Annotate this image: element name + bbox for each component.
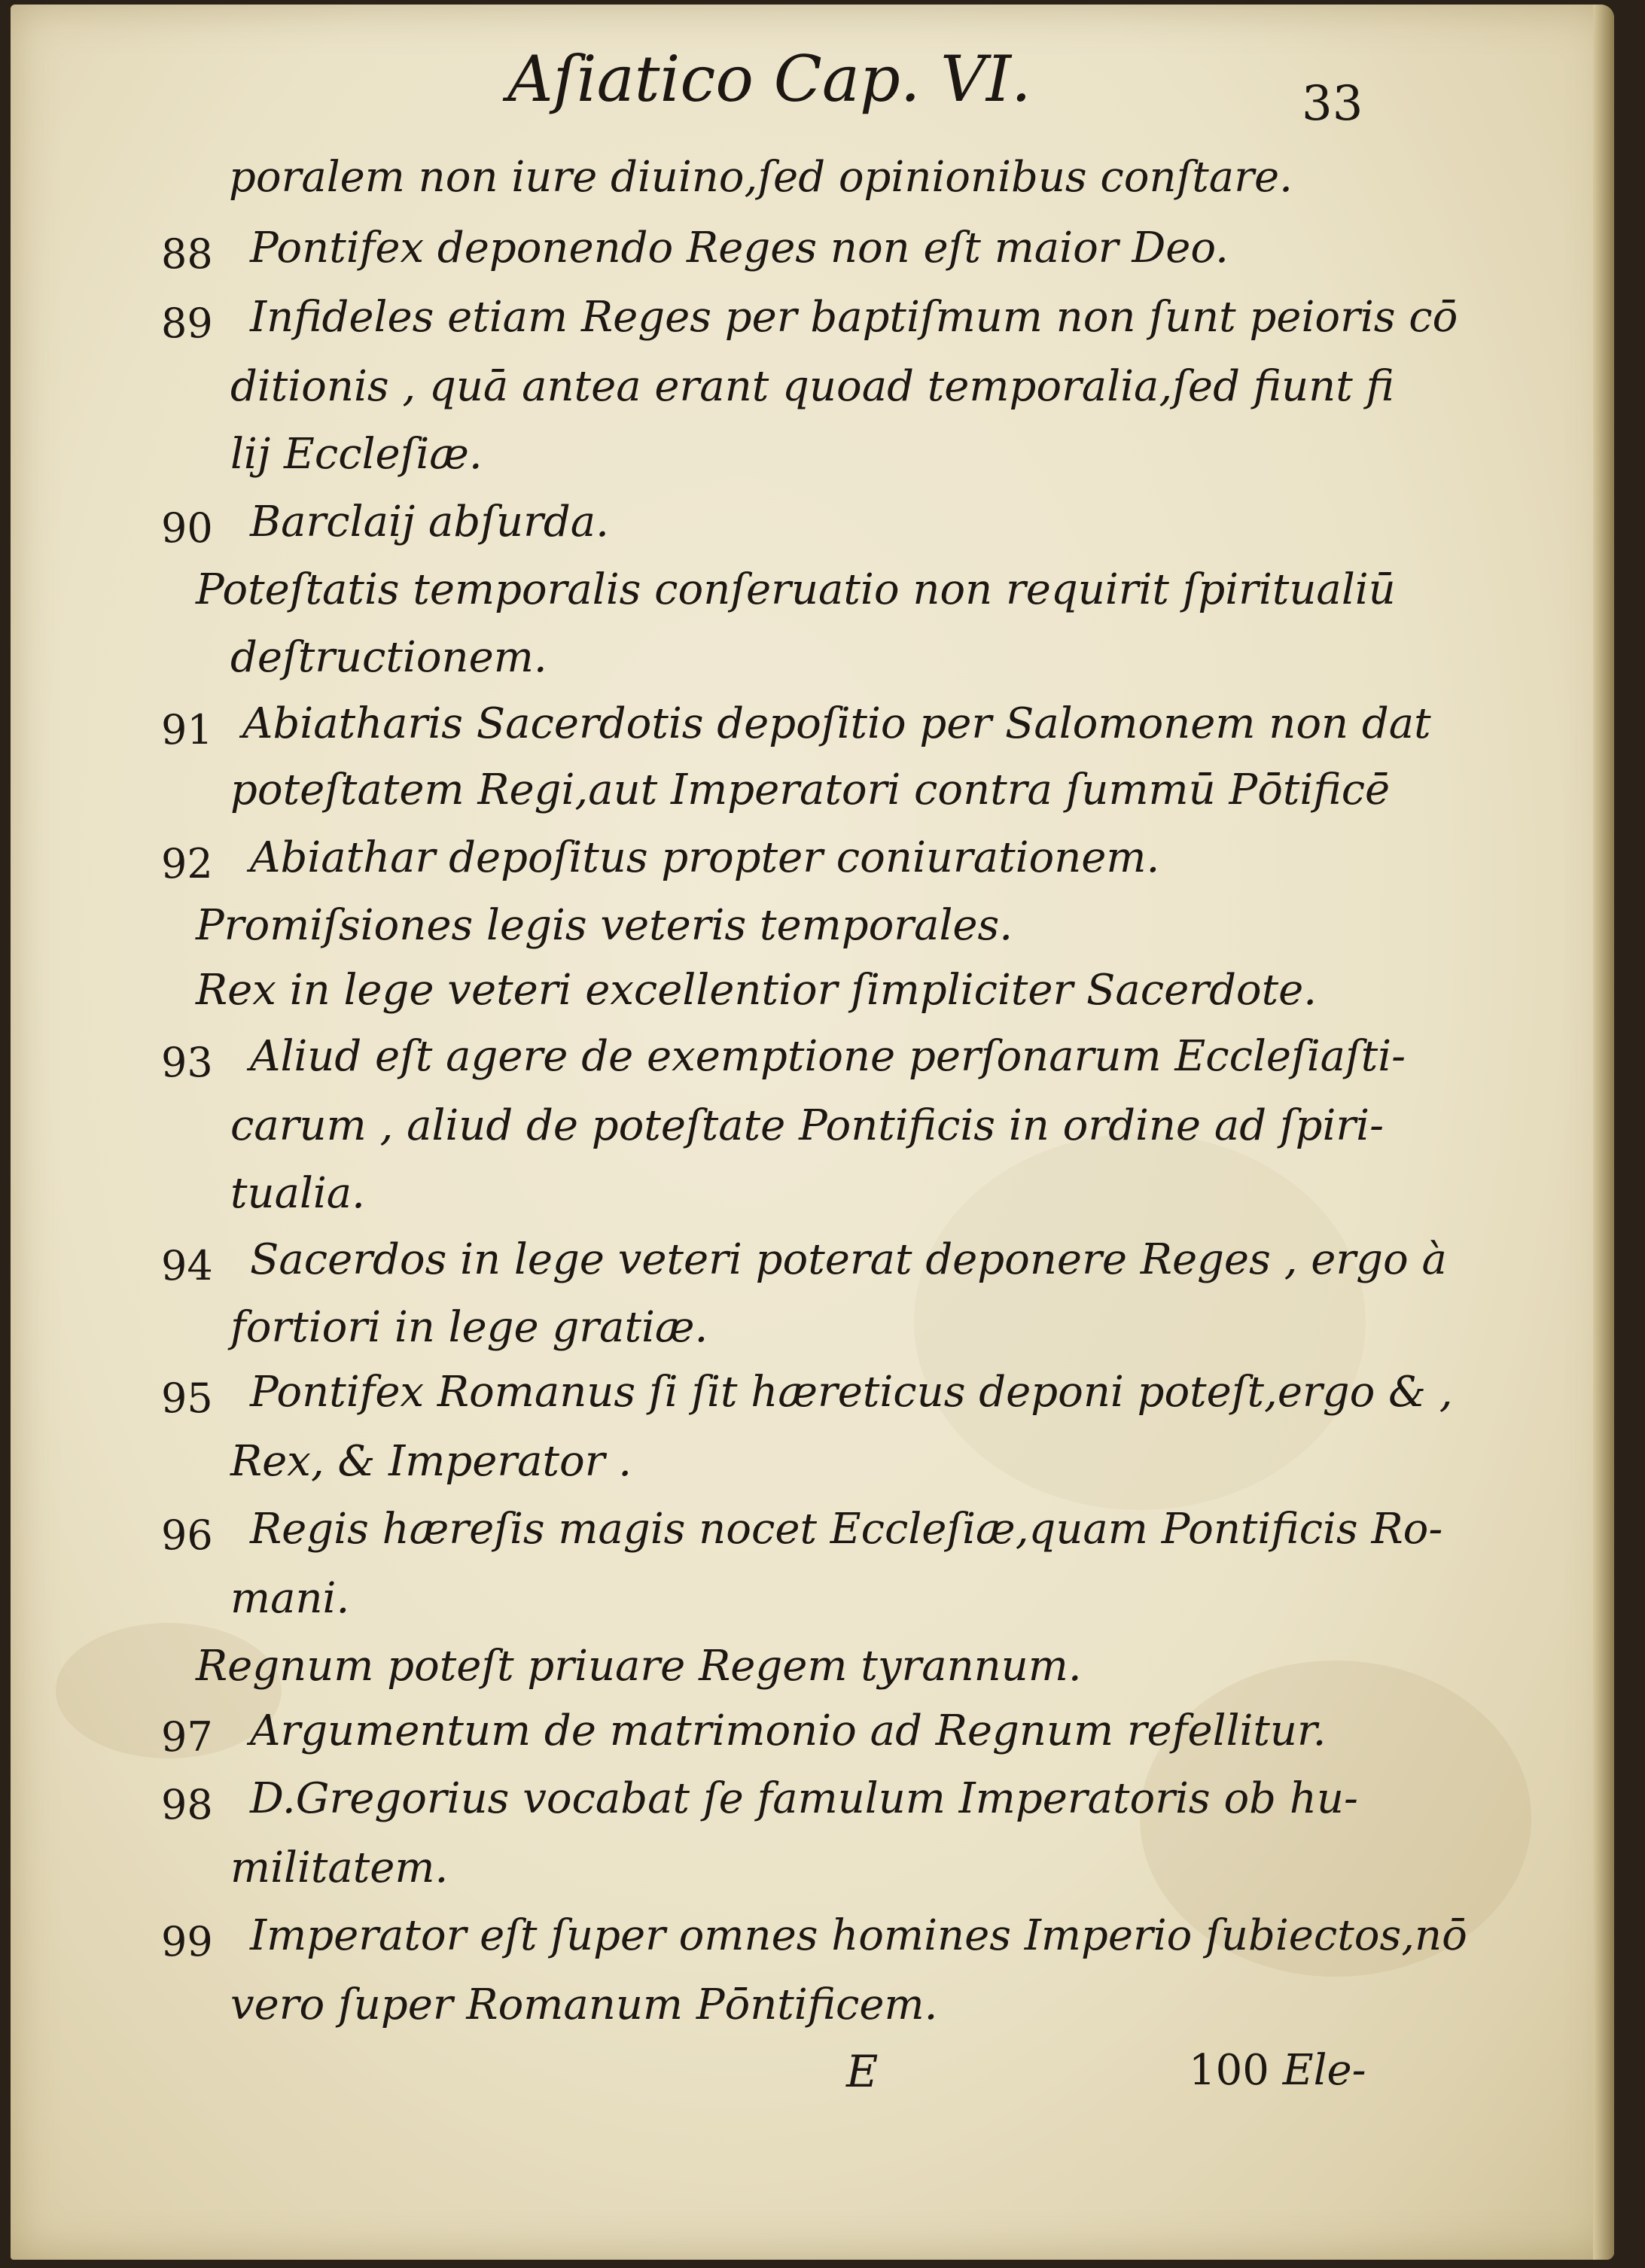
text-line: Infideles etiam Reges per baptiſmum non ſunt peioris cō xyxy=(250,293,1458,342)
text-line: Rex, & Imperator . xyxy=(230,1437,632,1486)
text-line: vero ſuper Romanum Pōntificem. xyxy=(230,1980,938,2029)
catchword-number: 100 xyxy=(1189,2046,1269,2095)
paper-stain xyxy=(914,1134,1366,1510)
text-line: Imperator eſt ſuper omnes homines Imperio ſubiectos,nō xyxy=(250,1911,1467,1960)
text-line: militatem. xyxy=(230,1843,449,1892)
text-line: Sacerdos in lege veteri poterat deponere Reges , ergo à xyxy=(250,1235,1447,1284)
signature-mark: E xyxy=(846,2046,879,2097)
entry-number: 96 xyxy=(161,1511,213,1559)
running-title: Aſiatico Cap. VI. xyxy=(507,42,1031,116)
text-line: Regis hæreſis magis nocet Eccleſiæ,quam Pontificis Ro- xyxy=(250,1505,1443,1554)
text-line: Aliud eſt agere de exemptione perſonarum Eccleſiaſti- xyxy=(250,1032,1406,1081)
entry-number: 90 xyxy=(161,504,213,552)
text-line: fortiori in lege gratiæ. xyxy=(230,1303,708,1352)
text-line: Pontifex Romanus ſi ſit hæreticus deponi poteſt,ergo & , xyxy=(250,1368,1453,1417)
text-line: lij Eccleſiæ. xyxy=(230,430,483,479)
entry-number: 99 xyxy=(161,1918,213,1965)
entry-number: 88 xyxy=(161,230,213,278)
text-line: mani. xyxy=(230,1574,350,1623)
text-line: Argumentum de matrimonio ad Regnum refellitur. xyxy=(250,1706,1327,1755)
text-line: deſtructionem. xyxy=(230,633,547,682)
text-line: Barclaij abſurda. xyxy=(250,498,609,546)
text-line: Regnum poteſt priuare Regem tyrannum. xyxy=(196,1642,1082,1691)
entry-number: 91 xyxy=(161,706,213,753)
catchword-text: Ele- xyxy=(1282,2046,1366,2095)
text-line: Rex in lege veteri excellentior ſimpliciter Sacerdote. xyxy=(196,966,1318,1015)
text-line: Abiatharis Sacerdotis depoſitio per Salomonem non dat xyxy=(242,699,1431,748)
text-line: poralem non iure diuino,ſed opinionibus conſtare. xyxy=(229,153,1293,202)
entry-number: 98 xyxy=(161,1781,213,1828)
entry-number: 95 xyxy=(161,1374,213,1422)
text-line: carum , aliud de poteſtate Pontificis in ordine ad ſpiri- xyxy=(230,1101,1384,1150)
entry-number: 94 xyxy=(161,1242,213,1289)
text-line: Abiathar depoſitus propter coniurationem. xyxy=(250,833,1160,882)
catchword xyxy=(1189,2046,1366,2095)
page-spine-shadow xyxy=(1593,5,1614,2260)
entry-number: 92 xyxy=(161,840,213,887)
text-line: D.Gregorius vocabat ſe famulum Imperatoris ob hu- xyxy=(250,1774,1358,1823)
entry-number: 93 xyxy=(161,1039,213,1086)
text-line: poteſtatem Regi,aut Imperatori contra ſummū Pōtificē xyxy=(230,766,1391,814)
text-line: Poteſtatis temporalis conſeruatio non requirit ſpiritualiū xyxy=(196,565,1396,614)
entry-number: 97 xyxy=(161,1713,213,1761)
text-line: tualia. xyxy=(230,1169,365,1218)
entry-number: 89 xyxy=(161,300,213,347)
text-line: Pontifex deponendo Reges non eſt maior Deo. xyxy=(250,224,1229,272)
book-page xyxy=(11,5,1614,2260)
text-line: Promiſsiones legis veteris temporales. xyxy=(196,901,1013,950)
page-number: 33 xyxy=(1302,76,1363,132)
text-line: ditionis , quā antea erant quoad temporalia,ſed fiunt fi xyxy=(230,362,1394,411)
